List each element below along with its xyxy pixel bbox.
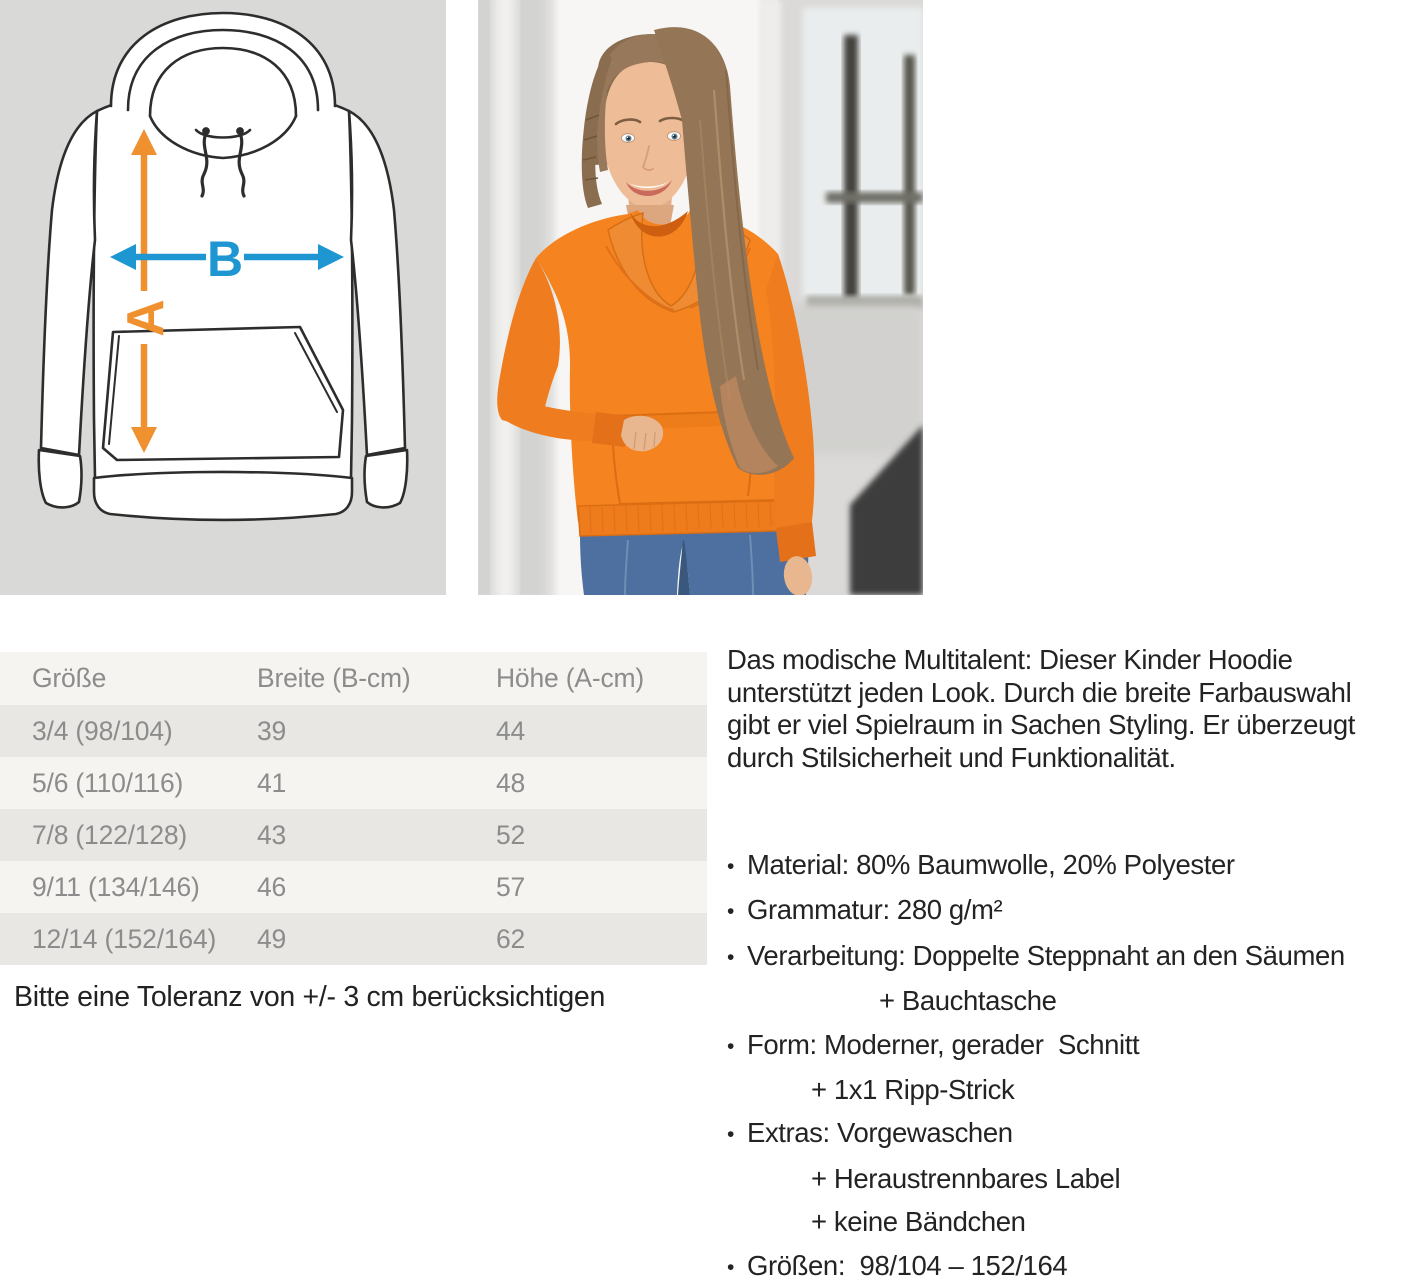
bullet-icon: • xyxy=(727,1255,734,1279)
product-photo xyxy=(478,0,923,595)
description-line: unterstützt jeden Look. Durch die breite Farbauswahl xyxy=(727,676,1352,708)
feature-ripp-strick: + 1x1 Ripp-Strick xyxy=(811,1074,1015,1106)
width-cell: 41 xyxy=(257,767,287,798)
width-cell: 46 xyxy=(257,871,287,902)
description-line: durch Stilsicherheit und Funktionalität. xyxy=(727,741,1176,773)
width-cell: 39 xyxy=(257,715,287,746)
size-cell: 7/8 (122/128) xyxy=(32,819,188,850)
column-header-width: Breite (B-cm) xyxy=(257,663,411,693)
height-label: A xyxy=(117,299,175,337)
height-cell: 44 xyxy=(496,715,526,746)
table-row xyxy=(0,809,707,861)
feature-material: • Material: 80% Baumwolle, 20% Polyester xyxy=(727,843,1416,888)
size-table xyxy=(0,652,707,965)
table-row xyxy=(0,913,707,965)
feature-groessen: • Größen: 98/104 – 152/164 xyxy=(727,1244,1416,1280)
table-row xyxy=(0,861,707,913)
hoodie-measurement-diagram xyxy=(0,0,446,595)
table-row xyxy=(0,705,707,757)
feature-grammatur: • Grammatur: 280 g/m² xyxy=(727,888,1416,933)
height-cell: 57 xyxy=(496,871,526,902)
table-row xyxy=(0,757,707,809)
column-header-size: Größe xyxy=(32,663,107,693)
product-description xyxy=(727,644,1416,774)
width-label: B xyxy=(206,231,244,287)
feature-bauchtasche: + Bauchtasche xyxy=(879,985,1057,1017)
height-cell: 62 xyxy=(496,923,526,954)
feature-form: • Form: Moderner, gerader Schnitt xyxy=(727,1023,1416,1068)
feature-extras: • Extras: Vorgewaschen xyxy=(727,1111,1416,1156)
size-cell: 3/4 (98/104) xyxy=(32,715,173,746)
size-cell: 12/14 (152/164) xyxy=(32,923,217,954)
size-cell: 9/11 (134/146) xyxy=(32,871,200,902)
tolerance-note: Bitte eine Toleranz von +/- 3 cm berücksichtigen xyxy=(14,981,606,1013)
size-cell: 5/6 (110/116) xyxy=(32,767,184,798)
feature-verarbeitung: • Verarbeitung: Doppelte Steppnaht an den Säumen xyxy=(727,934,1416,979)
description-line: Das modische Multitalent: Dieser Kinder Hoodie xyxy=(727,644,1293,675)
feature-baendchen: + keine Bändchen xyxy=(811,1206,1026,1238)
bullet-icon: • xyxy=(727,945,734,969)
width-cell: 49 xyxy=(257,923,287,954)
column-header-height: Höhe (A-cm) xyxy=(496,663,644,693)
bullet-icon: • xyxy=(727,1123,734,1147)
height-cell: 52 xyxy=(496,819,526,850)
jeans-shape xyxy=(580,528,808,595)
height-cell: 48 xyxy=(496,767,526,798)
size-diagram-panel xyxy=(0,0,446,595)
bullet-icon: • xyxy=(727,900,734,924)
size-table-header xyxy=(0,652,707,705)
product-photo-illustration xyxy=(478,0,923,595)
bullet-icon: • xyxy=(727,855,734,878)
description-line: gibt er viel Spielraum in Sachen Styling. Er überzeugt xyxy=(727,709,1356,741)
feature-label: + Heraustrennbares Label xyxy=(811,1162,1121,1194)
width-cell: 43 xyxy=(257,819,287,850)
bullet-icon: • xyxy=(727,1034,734,1058)
feature-list xyxy=(727,843,1416,1280)
